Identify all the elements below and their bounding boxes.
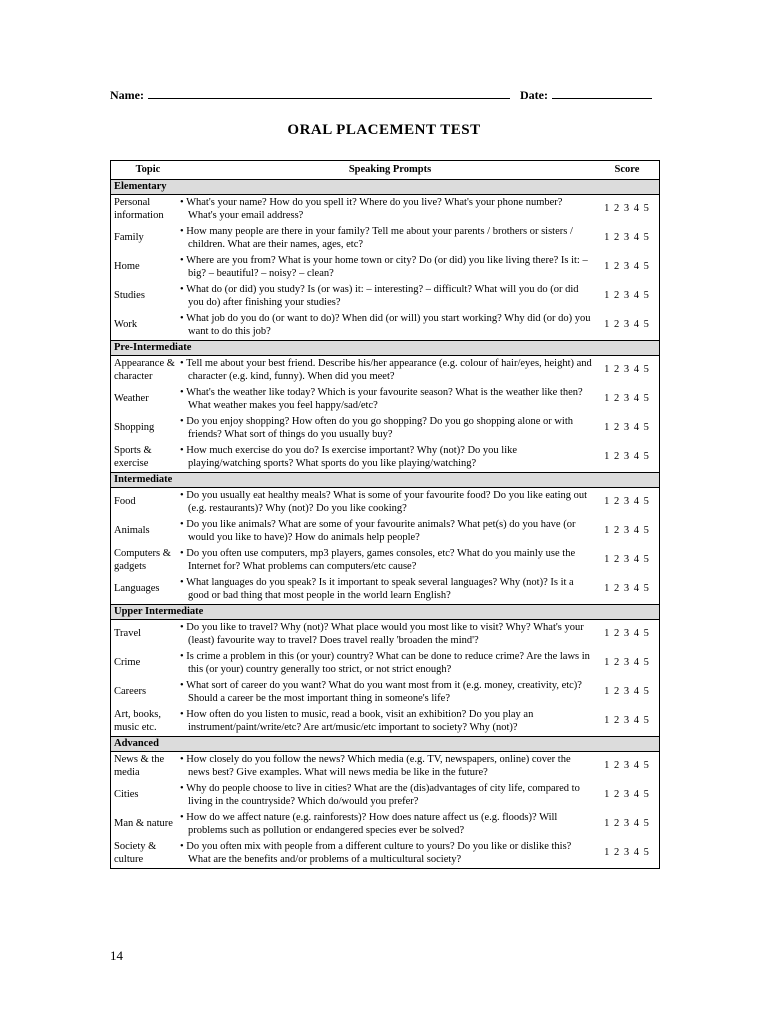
level-header-row [111, 341, 660, 356]
prompt-cell: • Do you like to travel? Why (not)? What place would you most like to visit? Why? What's your (least) favourite way to travel? Does travel really 'broaden the mind'? [180, 622, 584, 646]
table-row [111, 839, 660, 869]
prompt-cell: • Do you usually eat healthy meals? What is some of your favourite food? Do you like eating out (e.g. restaurants)? Why (not)? Do you like cooking? [180, 490, 588, 514]
score-scale-cell[interactable]: 1 2 3 4 5 [604, 496, 650, 508]
prompt-cell: • How do we affect nature (e.g. rainforests)? How does nature affect us (e.g. floods)? Will problems such as pollution or endangered species ever be solved? [180, 812, 558, 836]
table-row [111, 311, 660, 341]
topic-cell: Computers & gadgets [114, 548, 171, 572]
score-scale-cell[interactable]: 1 2 3 4 5 [604, 232, 650, 244]
prompt-cell: • What's the weather like today? Which is your favourite season? What is the weather like then? What weather makes you feel happy/sad/etc? [180, 387, 583, 411]
table-row [111, 575, 660, 605]
placement-test-table [110, 160, 660, 869]
score-scale-cell[interactable]: 1 2 3 4 5 [604, 686, 650, 698]
table-row [111, 752, 660, 782]
table-header-row [111, 161, 660, 180]
score-scale-cell[interactable]: 1 2 3 4 5 [604, 203, 650, 215]
prompt-cell: • Do you often use computers, mp3 players, games consoles, etc? What do you mainly use the Internet for? What problems can computers/etc cause? [180, 548, 576, 572]
table-row [111, 707, 660, 737]
level-name: Upper Intermediate [111, 605, 660, 620]
prompt-cell: • How often do you listen to music, read a book, visit an exhibition? Do you play an instrument/paint/write/etc? Are art/music/etc important to society? Why (not)? [180, 709, 534, 733]
level-header-row [111, 180, 660, 195]
score-scale-cell[interactable]: 1 2 3 4 5 [604, 715, 650, 727]
score-scale-cell[interactable]: 1 2 3 4 5 [604, 760, 650, 772]
prompt-cell: • Do you like animals? What are some of your favourite animals? What pet(s) do you have (or would you like to have)? How do animals help people? [180, 519, 576, 543]
topic-cell: Man & nature [114, 818, 173, 830]
score-column-header: Score [595, 161, 660, 180]
score-scale-cell[interactable]: 1 2 3 4 5 [604, 657, 650, 669]
score-scale-cell[interactable]: 1 2 3 4 5 [604, 847, 650, 859]
prompt-cell: • How many people are there in your family? Tell me about your parents / brothers or sisters / children. What are their names, ages, etc? [180, 226, 573, 250]
score-scale-cell[interactable]: 1 2 3 4 5 [604, 261, 650, 273]
table-body [111, 180, 660, 869]
topic-cell: Family [114, 232, 144, 244]
page-number: 14 [110, 948, 123, 963]
topic-cell: Appearance & character [114, 358, 175, 382]
prompt-cell: • Why do people choose to live in cities? What are the (dis)advantages of city life, compared to living in the countryside? Which do/would you prefer? [180, 783, 580, 807]
prompt-cell: • What languages do you speak? Is it important to speak several languages? Why (not)? Is it a good or bad thing that most people in the world learn English? [180, 577, 574, 601]
score-scale-cell[interactable]: 1 2 3 4 5 [604, 554, 650, 566]
level-header-row [111, 473, 660, 488]
level-name: Pre-Intermediate [111, 341, 660, 356]
table-row [111, 781, 660, 810]
header-fields [110, 86, 652, 103]
score-scale-cell[interactable]: 1 2 3 4 5 [604, 451, 650, 463]
score-scale-cell[interactable]: 1 2 3 4 5 [604, 290, 650, 302]
topic-cell: Work [114, 319, 138, 331]
score-scale-cell[interactable]: 1 2 3 4 5 [604, 583, 650, 595]
level-name: Elementary [111, 180, 660, 195]
score-scale-cell[interactable]: 1 2 3 4 5 [604, 319, 650, 331]
score-scale-cell[interactable]: 1 2 3 4 5 [604, 789, 650, 801]
score-scale-cell[interactable]: 1 2 3 4 5 [604, 525, 650, 537]
topic-cell: Travel [114, 628, 142, 640]
topic-cell: Studies [114, 290, 145, 302]
table-row [111, 282, 660, 311]
table-row [111, 649, 660, 678]
prompts-column-header: Speaking Prompts [185, 161, 595, 180]
prompt-cell: • What job do you do (or want to do)? When did (or will) you start working? Why did (or do) you want to do this job? [180, 313, 591, 337]
prompt-cell: • What do (or did) you study? Is (or was) it: – interesting? – difficult? What will you do (or did you do) after finishing your studies? [180, 284, 579, 308]
topic-cell: Art, books, music etc. [114, 709, 161, 733]
prompt-cell: • Is crime a problem in this (or your) country? What can be done to reduce crime? Are the laws in this (or your) country generally too strict, or not strict enough? [180, 651, 590, 675]
level-name: Advanced [111, 737, 660, 752]
table-row [111, 678, 660, 707]
prompt-cell: • Do you enjoy shopping? How often do you go shopping? Do you go shopping alone or with friends? What sort of things do you usually buy? [180, 416, 574, 440]
level-header-row [111, 737, 660, 752]
page-title: ORAL PLACEMENT TEST [287, 122, 481, 138]
table-row [111, 810, 660, 839]
table-row [111, 517, 660, 546]
topic-cell: Crime [114, 657, 141, 669]
prompt-cell: • How much exercise do you do? Is exercise important? Why (not)? Do you like playing/watching sports? What sports do you like playing/watching? [180, 445, 518, 469]
table-row [111, 356, 660, 386]
topic-cell: Home [114, 261, 140, 273]
table-row [111, 224, 660, 253]
topic-cell: Food [114, 496, 136, 508]
prompt-cell: • How closely do you follow the news? Which media (e.g. TV, newspapers, online) cover the news best? Give examples. What will news media be like in the future? [180, 754, 571, 778]
name-label: Name: [110, 88, 144, 102]
table-row [111, 253, 660, 282]
level-header-row [111, 605, 660, 620]
name-blank-line [148, 86, 510, 99]
table-row [111, 488, 660, 518]
prompt-cell: • Tell me about your best friend. Describe his/her appearance (e.g. colour of hair/eyes, height) and character (e.g. kind, funny). When did you meet? [180, 358, 592, 382]
score-scale-cell[interactable]: 1 2 3 4 5 [604, 364, 650, 376]
table-row [111, 546, 660, 575]
topic-cell: Languages [114, 583, 160, 595]
score-scale-cell[interactable]: 1 2 3 4 5 [604, 818, 650, 830]
topic-cell: Sports & exercise [114, 445, 152, 469]
prompt-cell: • Do you often mix with people from a different culture to yours? Do you like or dislike this? What are the benefits and/or problems of a multicultural society? [180, 841, 572, 865]
prompt-cell: • Where are you from? What is your home town or city? Do (or did) you like living there? Is it: – big? – beautiful? – noisy? – clean? [180, 255, 588, 279]
date-label: Date: [519, 88, 548, 102]
topic-cell: Society & culture [114, 841, 157, 865]
topic-cell: Cities [114, 789, 139, 801]
topic-cell: Personal information [114, 197, 164, 221]
table-row [111, 195, 660, 225]
table-row [111, 620, 660, 650]
topic-column-header: Topic [111, 161, 186, 180]
topic-cell: Animals [114, 525, 150, 537]
topic-cell: Weather [114, 393, 149, 405]
table-row [111, 385, 660, 414]
prompt-cell: • What's your name? How do you spell it? Where do you live? What's your phone number? What's your email address? [180, 197, 563, 221]
table-row [111, 414, 660, 443]
topic-cell: Shopping [114, 422, 155, 434]
prompt-cell: • What sort of career do you want? What do you want most from it (e.g. money, creativity, etc)? Should a career be the most important thing in someone's life? [180, 680, 582, 704]
level-name: Intermediate [111, 473, 660, 488]
score-scale-cell[interactable]: 1 2 3 4 5 [604, 628, 650, 640]
score-scale-cell[interactable]: 1 2 3 4 5 [604, 422, 650, 434]
score-scale-cell[interactable]: 1 2 3 4 5 [604, 393, 650, 405]
table-row [111, 443, 660, 473]
date-blank-line [552, 86, 652, 99]
topic-cell: Careers [114, 686, 147, 698]
topic-cell: News & the media [114, 754, 165, 778]
